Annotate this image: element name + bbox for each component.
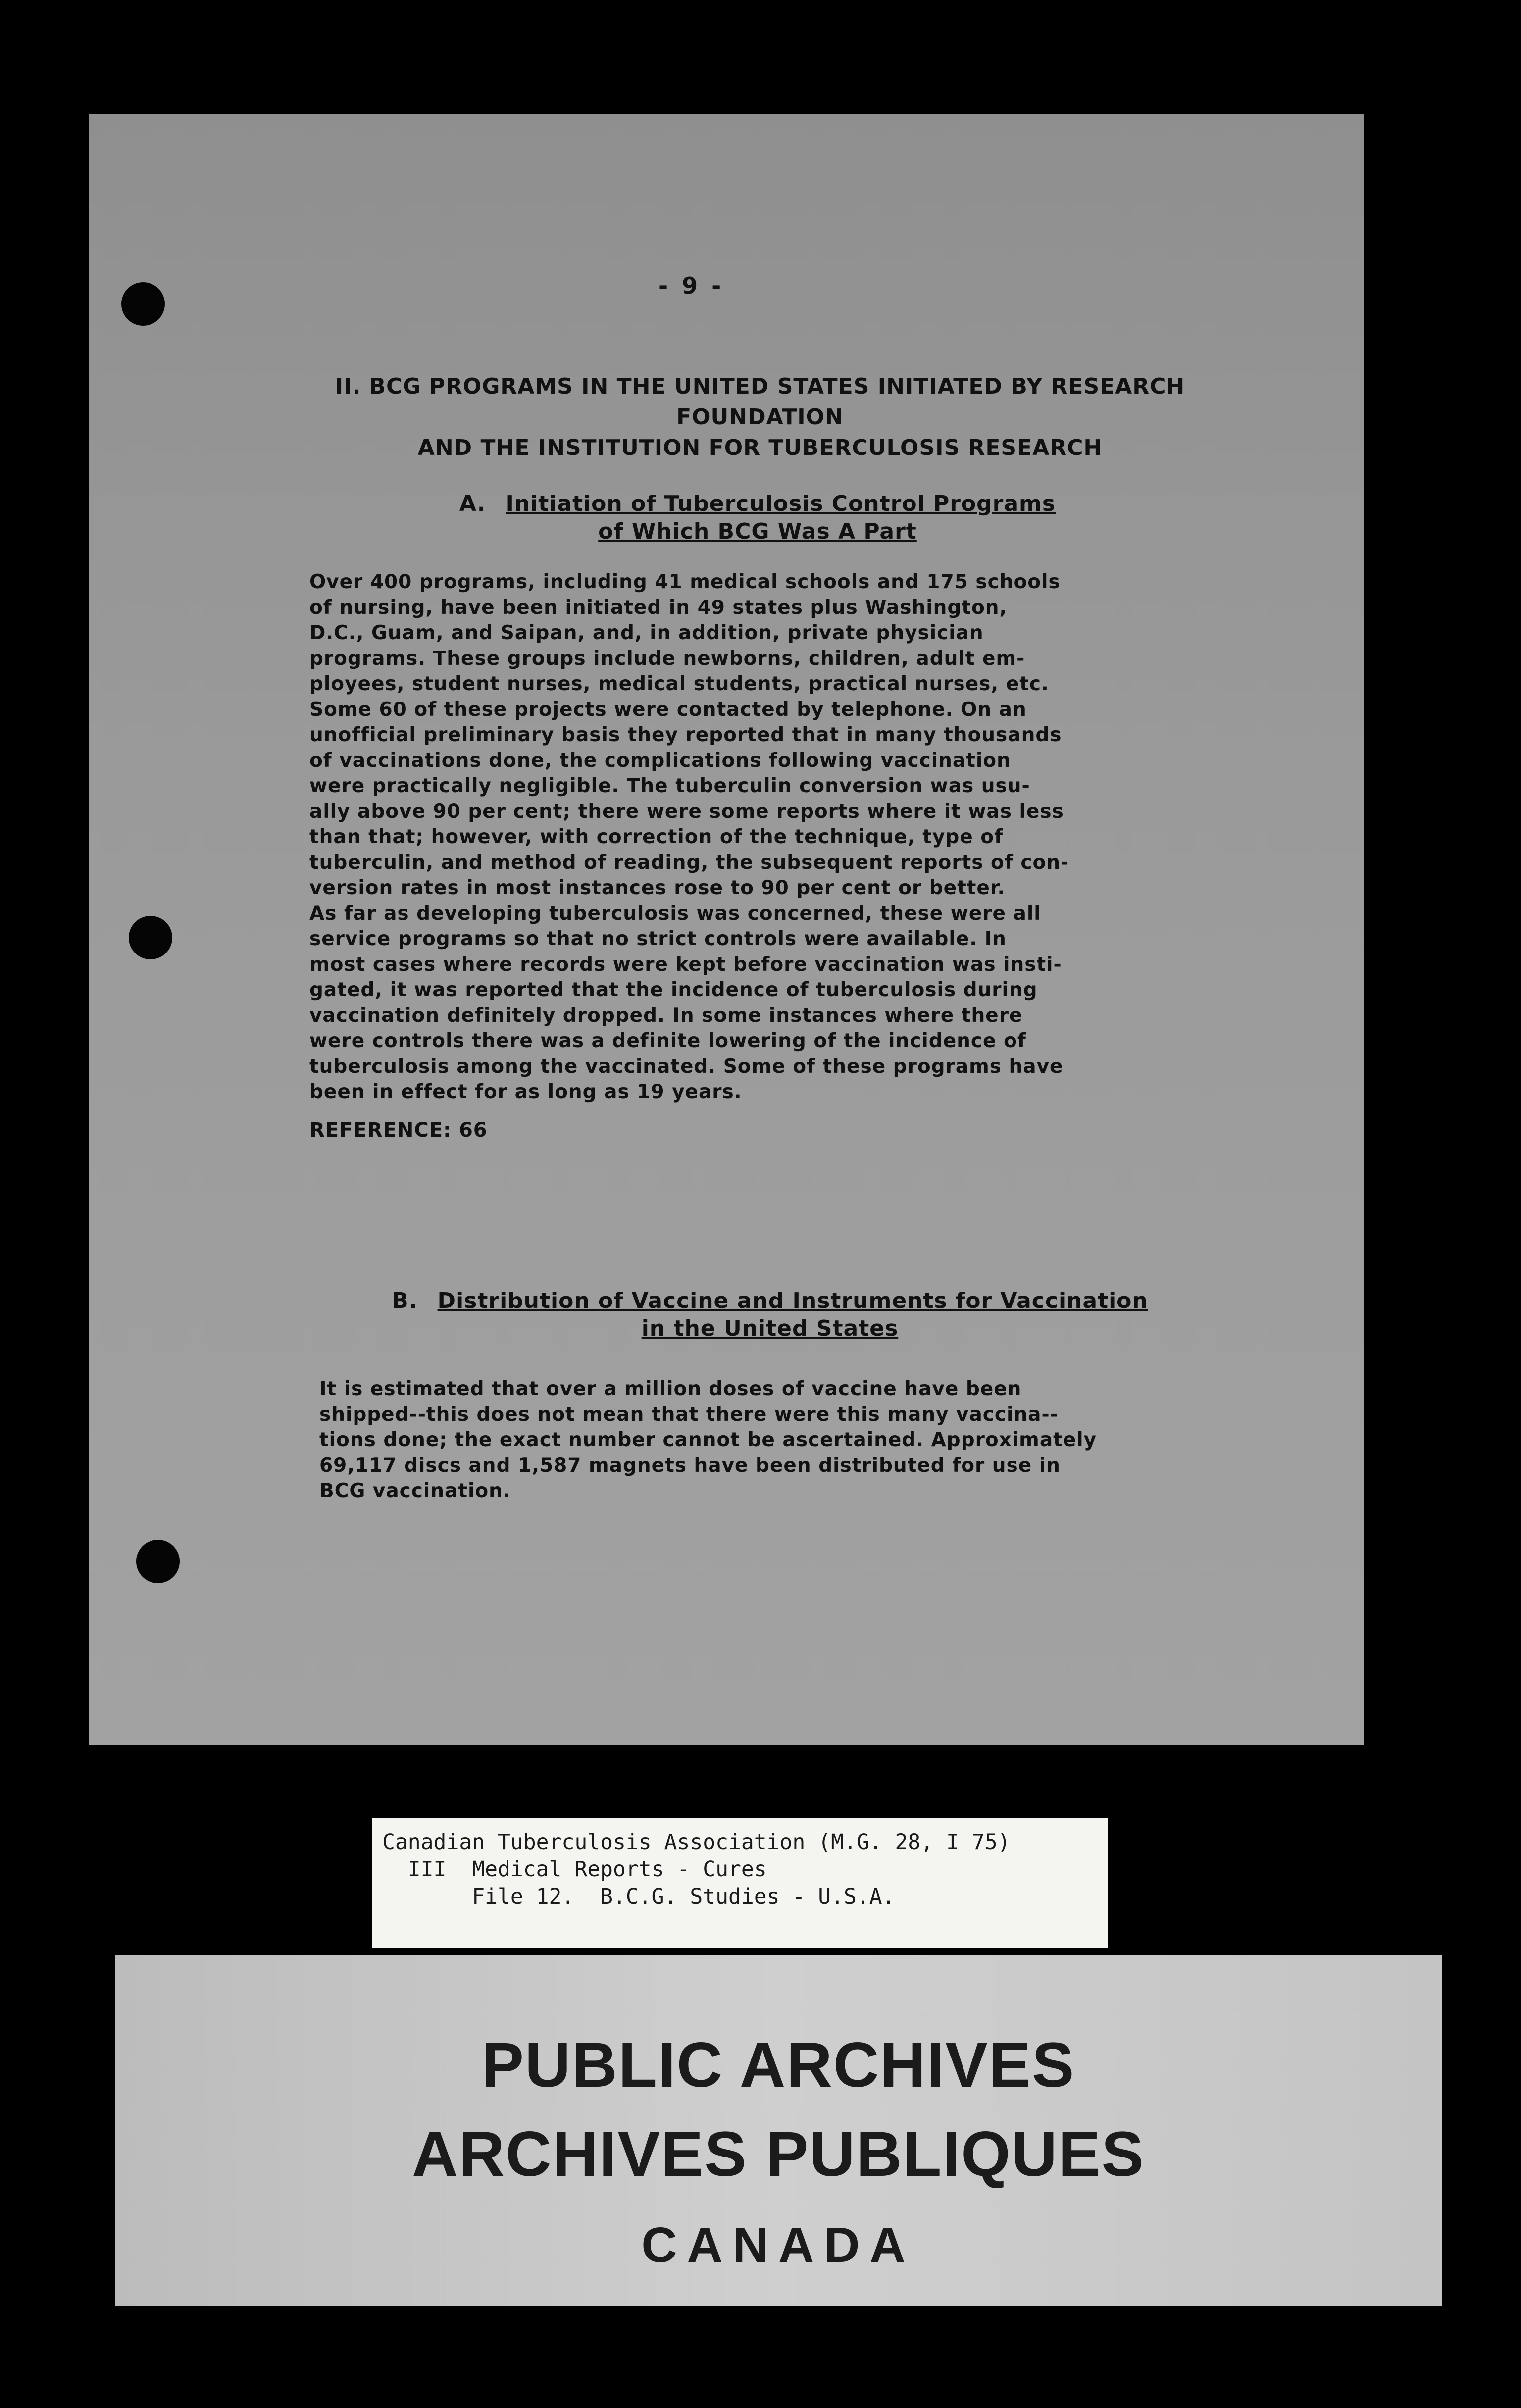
punch-hole-middle — [129, 916, 172, 959]
section-heading: II. BCG PROGRAMS IN THE UNITED STATES INITIATED BY RESEARCH FOUNDATION AND THE INSTITUTION FOR TUBERCULOSIS RESEARCH — [335, 374, 1185, 460]
subsection-b-title: Distribution of Vaccine and Instruments for Vaccination in the United States — [437, 1288, 1148, 1341]
stamp-line-french: ARCHIVES PUBLIQUES — [412, 2119, 1145, 2190]
archive-label-line-3: File 12. B.C.G. Studies - U.S.A. — [382, 1884, 895, 1909]
stamp-line-country: CANADA — [641, 2217, 915, 2273]
archive-label-line-1: Canadian Tuberculosis Association (M.G. 28, I 75) — [382, 1830, 1011, 1855]
subsection-b-body: It is estimated that over a million doses of vaccine have been shipped--this does not mean that there were this many vaccina-- tions done; the exact number cannot be ascertained. Approximately 69,117 discs and 1,587 magnets have been distributed for use in BCG vaccination. — [319, 1378, 1097, 1502]
subsection-a-heading — [386, 490, 1129, 546]
document-page — [89, 114, 1364, 1745]
archive-label — [372, 1818, 1108, 1948]
archive-label-line-2: III Medical Reports - Cures — [382, 1857, 767, 1882]
subsection-b-letter: B. — [392, 1288, 418, 1313]
page-number: - 9 - — [659, 272, 724, 299]
punch-hole-top — [121, 282, 165, 326]
punch-hole-bottom — [136, 1540, 180, 1583]
reference-line: REFERENCE: 66 — [309, 1119, 488, 1142]
subsection-a-body: Over 400 programs, including 41 medical schools and 175 schools of nursing, have been initiated in 49 states plus Washington, D.C., Guam, and Saipan, and, in addition, private physician programs. These groups include newborns, children, adult em- ployees, student nurses, medical students, practical nurses, etc. Some 60 of these projects were contacted by telephone. On an unofficial preliminary basis they reported that in many thousands of vaccinations done, the complications following vaccination were practically negligible. The tuberculin conversion was usu- ally above 90 per cent; there were some reports where it was less than that; however, with correction of the technique, type of tuberculin, and method of reading, the subsequent reports of con- version rates in most instances rose to 90 per cent or better. As far as developing tuberculosis was concerned, these were all service programs so that no strict controls were available. In most cases where records were kept before vaccination was insti- gated, it was reported that the incidence of tuberculosis during vaccination definitely dropped. In some instances where there were controls there was a definite lowering of the incidence of tuberculosis among the vaccinated. Some of these programs have been in effect for as long as 19 years. — [309, 571, 1069, 1103]
subsection-b-heading — [337, 1287, 1203, 1343]
subsection-a-title: Initiation of Tuberculosis Control Programs of Which BCG Was A Part — [506, 491, 1056, 544]
subsection-a-letter: A. — [459, 491, 486, 516]
stamp-line-english: PUBLIC ARCHIVES — [481, 2030, 1075, 2101]
public-archives-stamp — [115, 1955, 1442, 2306]
